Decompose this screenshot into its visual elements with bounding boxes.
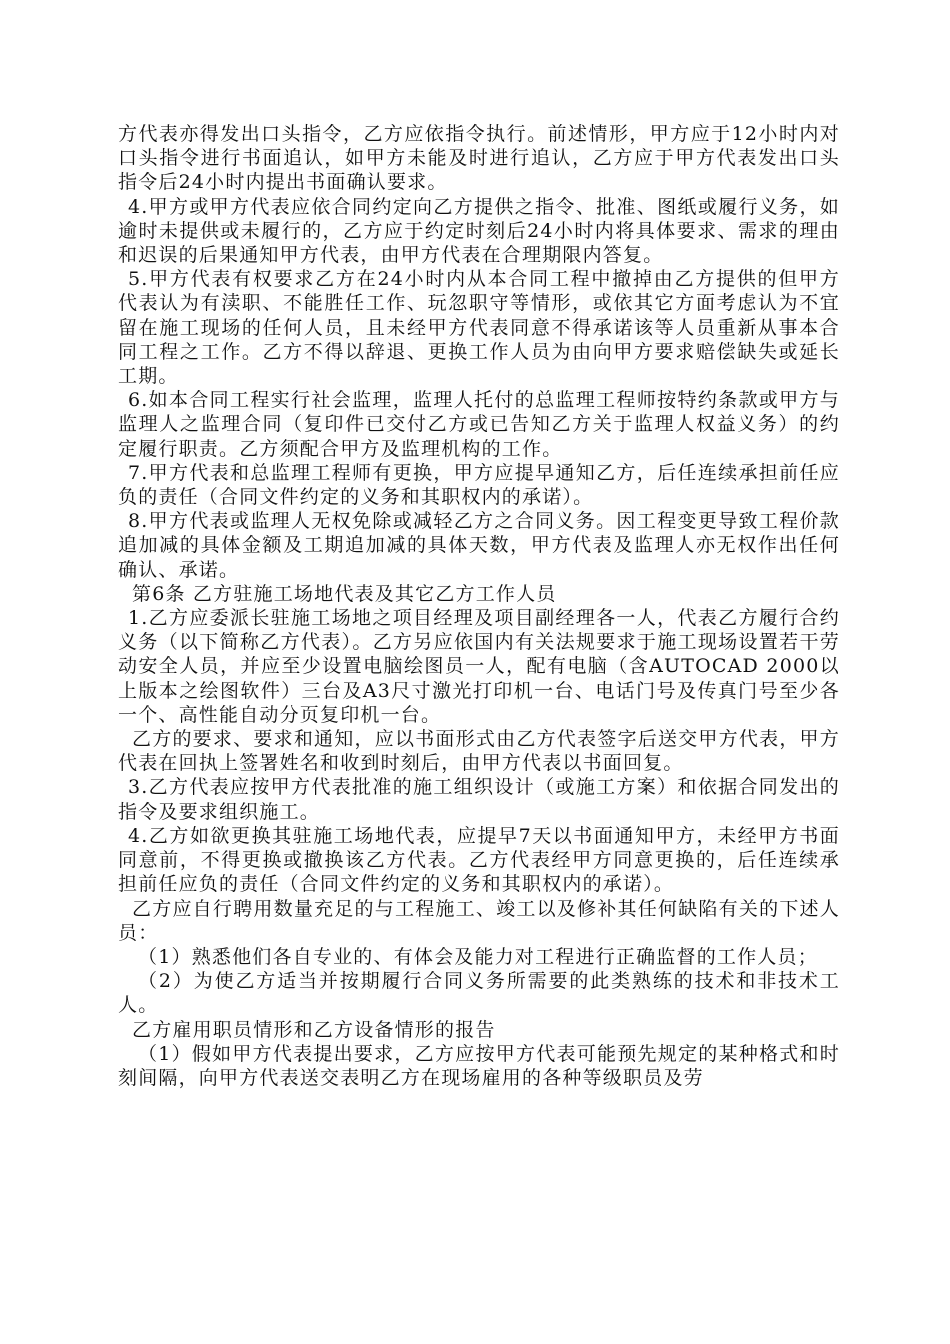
paragraph-article6-clause-1: 1.乙方应委派长驻施工场地之项目经理及项目副经理各一人，代表乙方履行合约义务（以下简称乙方代表）。乙方另应依国内有关法规要求于施工现场设置若干劳动安全人员，并应至少设置电脑绘图员一人，配有电脑（含AUTOCAD 2000以上版本之绘图软件）三台及A3尺寸激光打印机一台、电话门号及传真门号至少各一个、高性能自动分页复印机一台。: [118, 607, 840, 726]
list-item-2: （2）为使乙方适当并按期履行合同义务所需要的此类熟练的技术和非技术工人。: [118, 970, 840, 1017]
paragraph-clause-6: 6.如本合同工程实行社会监理，监理人托付的总监理工程师按特约条款或甲方与监理人之监理合同（复印件已交付乙方或已告知乙方关于监理人权益义务）的约定履行职责。乙方须配合甲方及监理机构的工作。: [118, 389, 840, 460]
paragraph-article6-clause-4: 4.乙方如欲更换其驻施工场地代表，应提早7天以书面通知甲方，未经甲方书面同意前，不得更换或撤换该乙方代表。乙方代表经甲方同意更换的，后任连续承担前任应负的责任（合同文件约定的义务和其职权内的承诺）。: [118, 824, 840, 896]
paragraph-clause-8: 8.甲方代表或监理人无权免除或减轻乙方之合同义务。因工程变更导致工程价款追加减的具体金额及工期追加减的具体天数，甲方代表及监理人亦无权作出任何确认、承诺。: [118, 510, 840, 581]
document-page: [118, 122, 840, 1090]
subheading-staff-report: 乙方雇用职员情形和乙方设备情形的报告: [132, 1018, 496, 1041]
list-item-1: （1）熟悉他们各自专业的、有体会及能力对工程进行正确监督的工作人员；: [138, 945, 818, 968]
section-heading-article-6: 第6条 乙方驻施工场地代表及其它乙方工作人员: [132, 582, 557, 605]
paragraph-article6-requests: 乙方的要求、要求和通知，应以书面形式由乙方代表签字后送交甲方代表，甲方代表在回执上签署姓名和收到时刻后，由甲方代表以书面回复。: [118, 728, 840, 775]
paragraph-clause-7: 7.甲方代表和总监理工程师有更换，甲方应提早通知乙方，后任连续承担前任应负的责任（合同文件约定的义务和其职权内的承诺）。: [118, 461, 840, 509]
paragraph-continuation: 方代表亦得发出口头指令，乙方应依指令执行。前述情形，甲方应于12小时内对口头指令进行书面追认，如甲方未能及时进行追认，乙方应于甲方代表发出口头指令后24小时内提出书面确认要求。: [118, 123, 840, 194]
paragraph-article6-clause-3: 3.乙方代表应按甲方代表批准的施工组织设计（或施工方案）和依据合同发出的指令及要求组织施工。: [118, 776, 840, 823]
paragraph-staff-hiring: 乙方应自行聘用数量充足的与工程施工、竣工以及修补其任何缺陷有关的下述人员：: [118, 897, 840, 944]
list-item-report-1: （1）假如甲方代表提出要求，乙方应按甲方代表可能预先规定的某种格式和时刻间隔，向甲方代表送交表明乙方在现场雇用的各种等级职员及劳: [118, 1042, 840, 1089]
paragraph-clause-4: 4.甲方或甲方代表应依合同约定向乙方提供之指令、批准、图纸或履行义务，如逾时未提供或未履行的，乙方应于约定时刻后24小时内将具体要求、需求的理由和迟误的后果通知甲方代表，由甲方代表在合理期限内答复。: [118, 195, 840, 267]
paragraph-clause-5: 5.甲方代表有权要求乙方在24小时内从本合同工程中撤掉由乙方提供的但甲方代表认为有渎职、不能胜任工作、玩忽职守等情形，或依其它方面考虑认为不宜留在施工现场的任何人员，且未经甲方代表同意不得承诺该等人员重新从事本合同工程之工作。乙方不得以辞退、更换工作人员为由向甲方要求赔偿缺失或延长工期。: [118, 268, 840, 388]
